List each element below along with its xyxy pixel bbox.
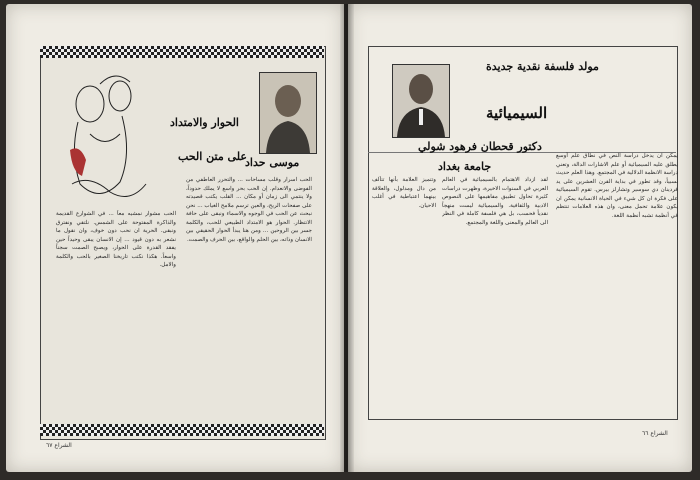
article-kicker: مولد فلسفة نقدية جديدة	[486, 60, 599, 73]
author-name-left: موسى حداد	[245, 156, 300, 169]
right-column-1: يمكن ان يدخل دراسة النص في نطاق علم أوسع يطلق عليه السيميائية أو علم الاشارات الدالة، وتعني دراسة الانظمة الدلالية في المجتمع. وهذا العلم حديث نسبياً، وقد تطور في بداية القرن العشرين على يد فردينان دي سوسير وتشارلز بيرس. تقوم السيميائية على فكرة ان كل شيء في الحياة الانسانية يمكن ان يكون علامة تحمل معنى، وان هذه العلامات تنتظم في أنظمة تشبه أنظمة اللغة.	[556, 153, 678, 219]
sketch-illustration	[60, 64, 150, 214]
book-gutter	[340, 4, 354, 472]
left-column-1: الحب اسرار وقلب مساحات ... والتحرر العاطفي من الفوضى والانعدام. إن الحب بحر واسع لا يملك حدوداً، ولا ينتمي الى زمان أو مكان ... القلب يكتب قصيدته على صفحات الريح، والعين ترسم ملامح الغياب ... نحن نبحث عن الحب في الوجوه والاسماء ونبقى على حافة الانتظار. الحوار هو الامتداد الطبيعي للحب، والكلمة جسر بين الروحين ... ومن هنا يبدأ الحوار الحقيقي بين الانسان وذاته، بين الحلم والواقع، بين الحرف والصمت.	[186, 177, 312, 243]
article-title: السيميائية	[486, 104, 548, 122]
university-name: جامعة بغداد	[438, 160, 492, 173]
author-photo-left	[259, 72, 317, 154]
left-column-2: الحب مشوار نمشيه معاً ... في الشوارع القديمة والذاكرة المفتوحة على الشمس. نلتقي ونفترق ونبقى. الحرية ان نحب دون خوف، وان نقول ما نشعر به دون قيود ... إن الانسان يبقى وحيداً حين يفقد القدرة على الحوار، ويصبح الصمت سجناً واسعاً. هكذا نكتب تاريخنا الصغير بالحب والكلمة والامل.	[56, 211, 176, 268]
bottom-checker-border	[40, 424, 324, 436]
right-column-3: وتتميز العلامة بأنها تتألف من دال ومدلول، والعلاقة بينهما اعتباطية في أغلب الاحيان.	[372, 177, 436, 209]
after-love-heading: على متن الحب	[178, 150, 247, 163]
dialogue-heading: الحوار والامتداد	[170, 116, 239, 129]
page-number-right: الشراع ٦٦	[642, 430, 668, 437]
top-checker-border	[40, 46, 324, 58]
page-number-left: الشراع ٦٧	[46, 442, 72, 449]
author-name-right: دكتور قحطان فرهود شولي	[418, 140, 542, 153]
right-column-2: لقد ازداد الاهتمام بالسيميائية في العالم العربي في السنوات الاخيرة، وظهرت دراسات كثيرة تحاول تطبيق مفاهيمها على النصوص الادبية والثقافية. والسيميائية ليست منهجاً نقدياً فحسب، بل هي فلسفة كاملة في النظر الى العالم والمعنى واللغة والمجتمع.	[442, 177, 548, 226]
